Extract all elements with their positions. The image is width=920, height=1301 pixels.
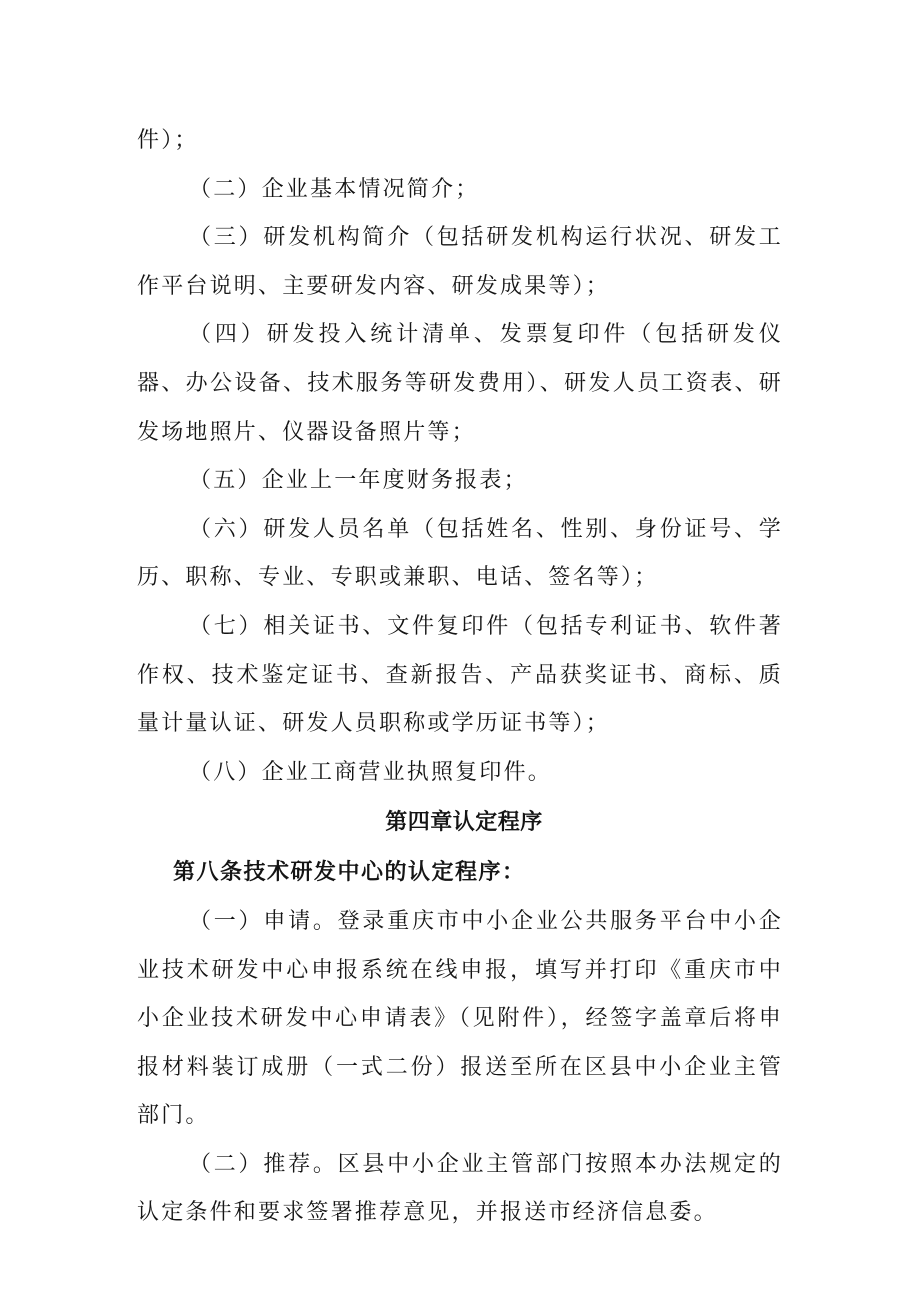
list-item-2: （二）企业基本情况简介； <box>189 176 480 202</box>
list-item-7: （七）相关证书、文件复印件（包括专利证书、软件著作权、技术鉴定证书、查新报告、产品获奖证书、商标、质量计量认证、研发人员职称或学历证书等）； <box>137 613 783 737</box>
document-body <box>137 117 783 1238</box>
list-item-6: （六）研发人员名单（包括姓名、性别、身份证号、学历、职称、专业、专职或兼职、电话、签名等）； <box>137 516 783 591</box>
list-item-5: （五）企业上一年度财务报表； <box>189 468 528 494</box>
chapter-heading: 第四章认定程序 <box>385 810 543 836</box>
procedure-step-recommendation: （二）推荐。区县中小企业主管部门按照本办法规定的认定条件和要求签署推荐意见，并报送市经济信息委。 <box>137 1151 783 1226</box>
procedure-step-application: （一）申请。登录重庆市中小企业公共服务平台中小企业技术研发中心申报系统在线申报，填写并打印《重庆市中小企业技术研发中心申请表》（见附件），经签字盖章后将申报材料装订成册（一式二份）报送至所在区县中小企业主管部门。 <box>137 908 783 1129</box>
list-item-8: （八）企业工商营业执照复印件。 <box>189 759 553 785</box>
paragraph-continuation: 件）； <box>137 128 199 153</box>
list-item-4: （四）研发投入统计清单、发票复印件（包括研发仪器、办公设备、技术服务等研发费用）、研发人员工资表、研发场地照片、仪器设备照片等； <box>137 322 783 445</box>
list-item-3: （三）研发机构简介（包括研发机构运行状况、研发工作平台说明、主要研发内容、研发成果等）； <box>137 225 783 299</box>
article-heading: 第八条技术研发中心的认定程序： <box>173 860 526 886</box>
